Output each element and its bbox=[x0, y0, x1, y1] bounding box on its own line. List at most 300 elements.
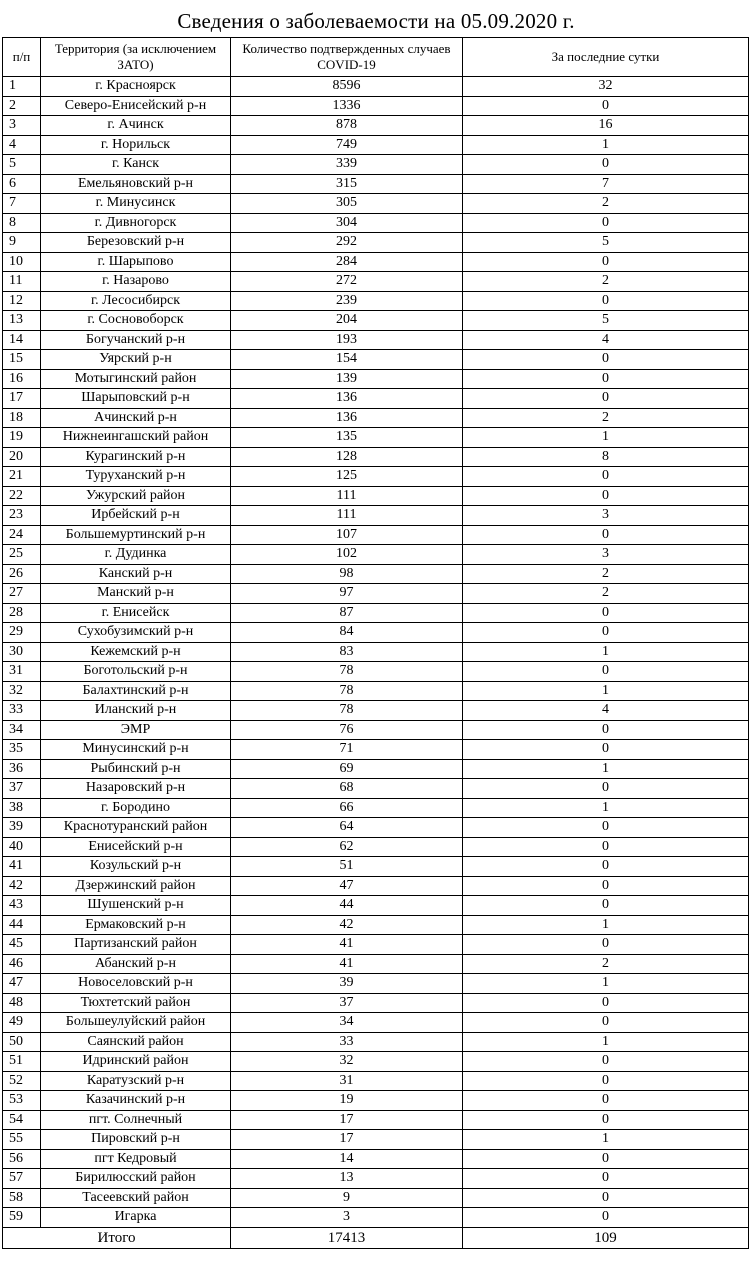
row-total-cases: 128 bbox=[231, 447, 463, 467]
row-last-day: 32 bbox=[463, 77, 749, 97]
table-row bbox=[3, 896, 749, 916]
row-last-day: 2 bbox=[463, 954, 749, 974]
row-total-cases: 68 bbox=[231, 779, 463, 799]
row-number: 14 bbox=[3, 330, 41, 350]
row-number: 53 bbox=[3, 1091, 41, 1111]
table-row bbox=[3, 233, 749, 253]
table-row bbox=[3, 389, 749, 409]
table-row bbox=[3, 155, 749, 175]
row-number: 49 bbox=[3, 1013, 41, 1033]
row-territory: Боготольский р-н bbox=[41, 662, 231, 682]
total-label: Итого bbox=[3, 1227, 231, 1248]
table-row bbox=[3, 174, 749, 194]
row-number: 24 bbox=[3, 525, 41, 545]
row-last-day: 0 bbox=[463, 1052, 749, 1072]
row-total-cases: 272 bbox=[231, 272, 463, 292]
row-number: 19 bbox=[3, 428, 41, 448]
row-territory: Абанский р-н bbox=[41, 954, 231, 974]
row-total-cases: 136 bbox=[231, 389, 463, 409]
table-row bbox=[3, 311, 749, 331]
row-total-cases: 37 bbox=[231, 993, 463, 1013]
table-row bbox=[3, 954, 749, 974]
row-number: 22 bbox=[3, 486, 41, 506]
row-last-day: 16 bbox=[463, 116, 749, 136]
row-total-cases: 19 bbox=[231, 1091, 463, 1111]
row-total-cases: 102 bbox=[231, 545, 463, 565]
table-row bbox=[3, 96, 749, 116]
row-number: 6 bbox=[3, 174, 41, 194]
row-last-day: 0 bbox=[463, 1149, 749, 1169]
row-total-cases: 41 bbox=[231, 935, 463, 955]
row-total-cases: 139 bbox=[231, 369, 463, 389]
row-last-day: 0 bbox=[463, 252, 749, 272]
row-last-day: 1 bbox=[463, 135, 749, 155]
header-territory: Территория (за исключением ЗАТО) bbox=[41, 38, 231, 77]
row-territory: г. Дивногорск bbox=[41, 213, 231, 233]
row-last-day: 7 bbox=[463, 174, 749, 194]
row-number: 12 bbox=[3, 291, 41, 311]
table-row bbox=[3, 759, 749, 779]
row-total-cases: 305 bbox=[231, 194, 463, 214]
row-territory: Мотыгинский район bbox=[41, 369, 231, 389]
row-number: 16 bbox=[3, 369, 41, 389]
row-last-day: 8 bbox=[463, 447, 749, 467]
table-row bbox=[3, 818, 749, 838]
row-territory: Емельяновский р-н bbox=[41, 174, 231, 194]
row-number: 10 bbox=[3, 252, 41, 272]
row-last-day: 5 bbox=[463, 311, 749, 331]
row-last-day: 0 bbox=[463, 779, 749, 799]
table-row bbox=[3, 623, 749, 643]
row-last-day: 0 bbox=[463, 155, 749, 175]
table-row bbox=[3, 525, 749, 545]
row-total-cases: 64 bbox=[231, 818, 463, 838]
row-territory: Минусинский р-н bbox=[41, 740, 231, 760]
row-number: 13 bbox=[3, 311, 41, 331]
row-last-day: 2 bbox=[463, 194, 749, 214]
row-territory: пгт Кедровый bbox=[41, 1149, 231, 1169]
row-total-cases: 84 bbox=[231, 623, 463, 643]
row-total-cases: 47 bbox=[231, 876, 463, 896]
row-territory: Березовский р-н bbox=[41, 233, 231, 253]
table-row bbox=[3, 545, 749, 565]
row-territory: Ермаковский р-н bbox=[41, 915, 231, 935]
row-total-cases: 83 bbox=[231, 642, 463, 662]
row-number: 52 bbox=[3, 1071, 41, 1091]
row-territory: Балахтинский р-н bbox=[41, 681, 231, 701]
row-last-day: 2 bbox=[463, 564, 749, 584]
row-number: 39 bbox=[3, 818, 41, 838]
row-last-day: 5 bbox=[463, 233, 749, 253]
row-last-day: 0 bbox=[463, 857, 749, 877]
table-row bbox=[3, 467, 749, 487]
row-territory: Шушенский р-н bbox=[41, 896, 231, 916]
row-territory: Козульский р-н bbox=[41, 857, 231, 877]
table-row bbox=[3, 350, 749, 370]
row-total-cases: 292 bbox=[231, 233, 463, 253]
row-territory: г. Назарово bbox=[41, 272, 231, 292]
row-number: 42 bbox=[3, 876, 41, 896]
row-territory: г. Лесосибирск bbox=[41, 291, 231, 311]
row-territory: Нижнеингашский район bbox=[41, 428, 231, 448]
row-number: 28 bbox=[3, 603, 41, 623]
row-total-cases: 315 bbox=[231, 174, 463, 194]
row-number: 20 bbox=[3, 447, 41, 467]
table-total-row bbox=[3, 1227, 749, 1248]
row-total-cases: 41 bbox=[231, 954, 463, 974]
row-number: 47 bbox=[3, 974, 41, 994]
row-last-day: 0 bbox=[463, 837, 749, 857]
row-total-cases: 17 bbox=[231, 1110, 463, 1130]
row-last-day: 3 bbox=[463, 506, 749, 526]
table-row bbox=[3, 564, 749, 584]
table-row bbox=[3, 1169, 749, 1189]
table-row bbox=[3, 1032, 749, 1052]
row-total-cases: 32 bbox=[231, 1052, 463, 1072]
row-last-day: 1 bbox=[463, 915, 749, 935]
table-row bbox=[3, 681, 749, 701]
row-number: 50 bbox=[3, 1032, 41, 1052]
row-territory: Рыбинский р-н bbox=[41, 759, 231, 779]
row-total-cases: 78 bbox=[231, 662, 463, 682]
row-territory: г. Сосновоборск bbox=[41, 311, 231, 331]
row-total-cases: 8596 bbox=[231, 77, 463, 97]
table-row bbox=[3, 486, 749, 506]
row-total-cases: 69 bbox=[231, 759, 463, 779]
table-row bbox=[3, 135, 749, 155]
row-total-cases: 31 bbox=[231, 1071, 463, 1091]
row-last-day: 0 bbox=[463, 603, 749, 623]
table-row bbox=[3, 798, 749, 818]
row-total-cases: 78 bbox=[231, 681, 463, 701]
table-row bbox=[3, 1091, 749, 1111]
row-last-day: 3 bbox=[463, 545, 749, 565]
row-territory: г. Бородино bbox=[41, 798, 231, 818]
row-number: 41 bbox=[3, 857, 41, 877]
row-number: 1 bbox=[3, 77, 41, 97]
row-total-cases: 51 bbox=[231, 857, 463, 877]
table-row bbox=[3, 330, 749, 350]
table-row bbox=[3, 1013, 749, 1033]
row-territory: Манский р-н bbox=[41, 584, 231, 604]
row-last-day: 0 bbox=[463, 1013, 749, 1033]
table-row bbox=[3, 876, 749, 896]
row-territory: Игарка bbox=[41, 1208, 231, 1228]
row-total-cases: 749 bbox=[231, 135, 463, 155]
cases-table bbox=[2, 37, 749, 1249]
row-total-cases: 14 bbox=[231, 1149, 463, 1169]
row-number: 43 bbox=[3, 896, 41, 916]
row-last-day: 0 bbox=[463, 993, 749, 1013]
row-number: 18 bbox=[3, 408, 41, 428]
row-last-day: 1 bbox=[463, 1032, 749, 1052]
table-row bbox=[3, 194, 749, 214]
table-row bbox=[3, 252, 749, 272]
row-total-cases: 1336 bbox=[231, 96, 463, 116]
row-total-cases: 66 bbox=[231, 798, 463, 818]
row-number: 5 bbox=[3, 155, 41, 175]
row-last-day: 0 bbox=[463, 525, 749, 545]
row-total-cases: 111 bbox=[231, 486, 463, 506]
row-territory: Енисейский р-н bbox=[41, 837, 231, 857]
row-last-day: 0 bbox=[463, 291, 749, 311]
row-total-cases: 125 bbox=[231, 467, 463, 487]
row-number: 45 bbox=[3, 935, 41, 955]
header-total: Количество подтвержденных случаев COVID-19 bbox=[231, 38, 463, 77]
table-row bbox=[3, 116, 749, 136]
row-territory: Большеулуйский район bbox=[41, 1013, 231, 1033]
row-territory: г. Дудинка bbox=[41, 545, 231, 565]
table-row bbox=[3, 1208, 749, 1228]
row-total-cases: 304 bbox=[231, 213, 463, 233]
row-territory: Краснотуранский район bbox=[41, 818, 231, 838]
row-number: 56 bbox=[3, 1149, 41, 1169]
table-row bbox=[3, 915, 749, 935]
row-number: 17 bbox=[3, 389, 41, 409]
row-number: 9 bbox=[3, 233, 41, 253]
row-total-cases: 154 bbox=[231, 350, 463, 370]
row-number: 2 bbox=[3, 96, 41, 116]
row-last-day: 4 bbox=[463, 701, 749, 721]
row-number: 26 bbox=[3, 564, 41, 584]
row-total-cases: 78 bbox=[231, 701, 463, 721]
row-territory: Курагинский р-н bbox=[41, 447, 231, 467]
row-last-day: 0 bbox=[463, 720, 749, 740]
row-number: 48 bbox=[3, 993, 41, 1013]
row-number: 34 bbox=[3, 720, 41, 740]
row-total-cases: 44 bbox=[231, 896, 463, 916]
table-row bbox=[3, 974, 749, 994]
table-row bbox=[3, 291, 749, 311]
row-total-cases: 193 bbox=[231, 330, 463, 350]
row-territory: Партизанский район bbox=[41, 935, 231, 955]
table-row bbox=[3, 584, 749, 604]
row-territory: Новоселовский р-н bbox=[41, 974, 231, 994]
row-last-day: 0 bbox=[463, 389, 749, 409]
row-total-cases: 135 bbox=[231, 428, 463, 448]
row-total-cases: 39 bbox=[231, 974, 463, 994]
row-territory: Иланский р-н bbox=[41, 701, 231, 721]
row-number: 54 bbox=[3, 1110, 41, 1130]
row-last-day: 0 bbox=[463, 662, 749, 682]
row-territory: Сухобузимский р-н bbox=[41, 623, 231, 643]
row-last-day: 0 bbox=[463, 1208, 749, 1228]
row-territory: Уярский р-н bbox=[41, 350, 231, 370]
row-number: 21 bbox=[3, 467, 41, 487]
row-territory: Ужурский район bbox=[41, 486, 231, 506]
row-territory: Назаровский р-н bbox=[41, 779, 231, 799]
row-total-cases: 42 bbox=[231, 915, 463, 935]
row-number: 32 bbox=[3, 681, 41, 701]
table-body bbox=[3, 77, 749, 1228]
row-total-cases: 878 bbox=[231, 116, 463, 136]
row-territory: Казачинский р-н bbox=[41, 1091, 231, 1111]
row-territory: Идринский район bbox=[41, 1052, 231, 1072]
table-row bbox=[3, 272, 749, 292]
row-territory: Большемуртинский р-н bbox=[41, 525, 231, 545]
row-last-day: 0 bbox=[463, 935, 749, 955]
table-row bbox=[3, 1110, 749, 1130]
row-number: 58 bbox=[3, 1188, 41, 1208]
row-total-cases: 17 bbox=[231, 1130, 463, 1150]
row-total-cases: 62 bbox=[231, 837, 463, 857]
row-last-day: 0 bbox=[463, 486, 749, 506]
row-last-day: 0 bbox=[463, 1110, 749, 1130]
row-territory: Пировский р-н bbox=[41, 1130, 231, 1150]
table-row bbox=[3, 1052, 749, 1072]
row-number: 46 bbox=[3, 954, 41, 974]
row-last-day: 1 bbox=[463, 428, 749, 448]
table-row bbox=[3, 1149, 749, 1169]
row-number: 11 bbox=[3, 272, 41, 292]
row-territory: Шарыповский р-н bbox=[41, 389, 231, 409]
table-row bbox=[3, 837, 749, 857]
row-total-cases: 71 bbox=[231, 740, 463, 760]
row-last-day: 2 bbox=[463, 584, 749, 604]
row-last-day: 4 bbox=[463, 330, 749, 350]
row-number: 7 bbox=[3, 194, 41, 214]
row-number: 27 bbox=[3, 584, 41, 604]
row-territory: г. Ачинск bbox=[41, 116, 231, 136]
row-territory: Тюхтетский район bbox=[41, 993, 231, 1013]
row-territory: ЭМР bbox=[41, 720, 231, 740]
table-row bbox=[3, 213, 749, 233]
row-last-day: 0 bbox=[463, 818, 749, 838]
row-last-day: 0 bbox=[463, 369, 749, 389]
row-last-day: 0 bbox=[463, 213, 749, 233]
row-number: 3 bbox=[3, 116, 41, 136]
row-territory: Канский р-н bbox=[41, 564, 231, 584]
row-total-cases: 107 bbox=[231, 525, 463, 545]
row-total-cases: 239 bbox=[231, 291, 463, 311]
row-total-cases: 76 bbox=[231, 720, 463, 740]
row-number: 4 bbox=[3, 135, 41, 155]
row-territory: Каратузский р-н bbox=[41, 1071, 231, 1091]
table-row bbox=[3, 857, 749, 877]
row-territory: Бирилюсский район bbox=[41, 1169, 231, 1189]
table-row bbox=[3, 779, 749, 799]
table-row bbox=[3, 993, 749, 1013]
row-total-cases: 13 bbox=[231, 1169, 463, 1189]
table-row bbox=[3, 1071, 749, 1091]
row-territory: г. Шарыпово bbox=[41, 252, 231, 272]
row-number: 44 bbox=[3, 915, 41, 935]
row-number: 30 bbox=[3, 642, 41, 662]
table-row bbox=[3, 1130, 749, 1150]
row-total-cases: 34 bbox=[231, 1013, 463, 1033]
row-territory: г. Красноярск bbox=[41, 77, 231, 97]
row-last-day: 0 bbox=[463, 1071, 749, 1091]
row-territory: Саянский район bbox=[41, 1032, 231, 1052]
row-number: 37 bbox=[3, 779, 41, 799]
row-number: 55 bbox=[3, 1130, 41, 1150]
row-territory: Ачинский р-н bbox=[41, 408, 231, 428]
table-row bbox=[3, 740, 749, 760]
row-total-cases: 9 bbox=[231, 1188, 463, 1208]
row-territory: пгт. Солнечный bbox=[41, 1110, 231, 1130]
row-number: 35 bbox=[3, 740, 41, 760]
row-last-day: 0 bbox=[463, 740, 749, 760]
row-total-cases: 339 bbox=[231, 155, 463, 175]
row-number: 40 bbox=[3, 837, 41, 857]
row-last-day: 1 bbox=[463, 1130, 749, 1150]
table-row bbox=[3, 506, 749, 526]
row-number: 57 bbox=[3, 1169, 41, 1189]
header-num: п/п bbox=[3, 38, 41, 77]
table-row bbox=[3, 408, 749, 428]
row-number: 8 bbox=[3, 213, 41, 233]
row-territory: г. Канск bbox=[41, 155, 231, 175]
row-total-cases: 3 bbox=[231, 1208, 463, 1228]
header-last-day: За последние сутки bbox=[463, 38, 749, 77]
row-territory: г. Норильск bbox=[41, 135, 231, 155]
table-row bbox=[3, 603, 749, 623]
total-cases: 17413 bbox=[231, 1227, 463, 1248]
table-row bbox=[3, 369, 749, 389]
table-row bbox=[3, 1188, 749, 1208]
table-row bbox=[3, 662, 749, 682]
total-last-day: 109 bbox=[463, 1227, 749, 1248]
table-row bbox=[3, 935, 749, 955]
table-row bbox=[3, 642, 749, 662]
row-total-cases: 33 bbox=[231, 1032, 463, 1052]
row-total-cases: 136 bbox=[231, 408, 463, 428]
row-number: 29 bbox=[3, 623, 41, 643]
row-last-day: 0 bbox=[463, 896, 749, 916]
row-number: 59 bbox=[3, 1208, 41, 1228]
row-last-day: 1 bbox=[463, 798, 749, 818]
table-row bbox=[3, 720, 749, 740]
row-total-cases: 284 bbox=[231, 252, 463, 272]
row-number: 33 bbox=[3, 701, 41, 721]
row-last-day: 1 bbox=[463, 642, 749, 662]
table-row bbox=[3, 77, 749, 97]
table-row bbox=[3, 447, 749, 467]
row-number: 31 bbox=[3, 662, 41, 682]
row-last-day: 2 bbox=[463, 272, 749, 292]
row-territory: Ирбейский р-н bbox=[41, 506, 231, 526]
table-row bbox=[3, 428, 749, 448]
row-total-cases: 204 bbox=[231, 311, 463, 331]
row-territory: г. Минусинск bbox=[41, 194, 231, 214]
page-title: Сведения о заболеваемости на 05.09.2020 г. bbox=[177, 9, 575, 33]
row-number: 25 bbox=[3, 545, 41, 565]
row-number: 51 bbox=[3, 1052, 41, 1072]
row-territory: Туруханский р-н bbox=[41, 467, 231, 487]
row-last-day: 0 bbox=[463, 1188, 749, 1208]
table-row bbox=[3, 701, 749, 721]
row-last-day: 0 bbox=[463, 1091, 749, 1111]
row-last-day: 0 bbox=[463, 623, 749, 643]
row-last-day: 1 bbox=[463, 759, 749, 779]
row-last-day: 0 bbox=[463, 467, 749, 487]
row-territory: Тасеевский район bbox=[41, 1188, 231, 1208]
row-number: 36 bbox=[3, 759, 41, 779]
row-last-day: 0 bbox=[463, 96, 749, 116]
row-total-cases: 111 bbox=[231, 506, 463, 526]
row-total-cases: 97 bbox=[231, 584, 463, 604]
row-last-day: 0 bbox=[463, 350, 749, 370]
row-last-day: 2 bbox=[463, 408, 749, 428]
row-last-day: 0 bbox=[463, 1169, 749, 1189]
row-territory: Северо-Енисейский р-н bbox=[41, 96, 231, 116]
row-number: 15 bbox=[3, 350, 41, 370]
row-territory: Дзержинский район bbox=[41, 876, 231, 896]
row-total-cases: 98 bbox=[231, 564, 463, 584]
row-last-day: 0 bbox=[463, 876, 749, 896]
row-territory: г. Енисейск bbox=[41, 603, 231, 623]
row-number: 23 bbox=[3, 506, 41, 526]
